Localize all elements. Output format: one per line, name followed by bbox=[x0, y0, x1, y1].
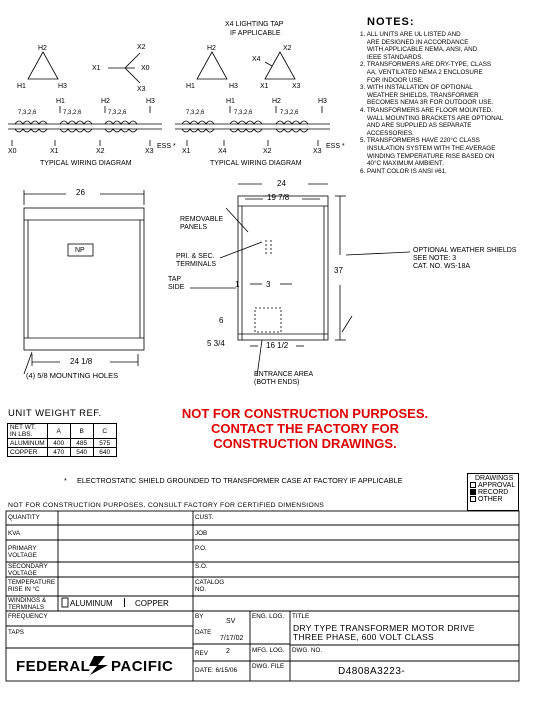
drawing-number: D4808A3223- bbox=[338, 666, 406, 677]
table-header-row bbox=[8, 424, 117, 439]
table-cell: 400 bbox=[47, 439, 70, 448]
temperature-rise-label: TEMPERATURE RISE IN °C bbox=[8, 579, 56, 593]
right-x1: X1 bbox=[182, 148, 191, 155]
construction-warning: NOT FOR CONSTRUCTION PURPOSES. CONTACT THE FACTORY FOR CONSTRUCTION DRAWINGS. bbox=[181, 406, 429, 451]
right-tap-numbers-2: 7,3,2,6 bbox=[234, 110, 253, 116]
date-label: DATE bbox=[195, 629, 212, 636]
drawing-title-value: DRY TYPE TRANSFORMER MOTOR DRIVE THREE PHASE, 600 VOLT CLASS bbox=[293, 623, 475, 642]
rev-value: 2 bbox=[226, 648, 230, 655]
svg-text:PACIFIC: PACIFIC bbox=[111, 658, 174, 675]
right-delta-h1: H1 bbox=[186, 83, 195, 90]
table-cell: 640 bbox=[93, 448, 116, 457]
drawings-option-record[interactable]: RECORD bbox=[470, 489, 516, 496]
right-delta-symbol bbox=[197, 52, 227, 79]
right-secondary-delta bbox=[265, 52, 295, 79]
side-width-inner: 19 7/8 bbox=[267, 193, 290, 202]
right-x4: X4 bbox=[218, 148, 227, 155]
table-header-cell: NET WT. IN LBS. bbox=[8, 424, 48, 439]
right-x3: X3 bbox=[313, 148, 322, 155]
front-bottom-dim: 24 1/8 bbox=[70, 357, 93, 366]
left-x0: X0 bbox=[8, 148, 17, 155]
windings-terminals-label: WINDINGS & TERMINALS bbox=[8, 597, 47, 611]
entrance-area bbox=[255, 308, 281, 332]
svg-text:FEDERAL: FEDERAL bbox=[16, 658, 91, 675]
table-cell: 470 bbox=[47, 448, 70, 457]
left-wye-x3: X3 bbox=[137, 86, 146, 93]
lighting-tap-subtitle: IF APPLICABLE bbox=[230, 30, 281, 37]
kva-label: KVA bbox=[8, 530, 21, 537]
date-value: 7/17/02 bbox=[220, 635, 244, 642]
title-label: TITLE bbox=[292, 613, 310, 620]
drawings-title: DRAWINGS bbox=[475, 475, 514, 482]
left-delta-symbol bbox=[28, 52, 58, 79]
left-coil-h1: H1 bbox=[56, 98, 65, 105]
catalog-label: CATALOG NO. bbox=[195, 579, 225, 593]
unit-weight-table bbox=[7, 423, 117, 457]
right-coil-h3: H3 bbox=[318, 98, 327, 105]
taps-label: TAPS bbox=[8, 629, 24, 636]
left-x1: X1 bbox=[50, 148, 59, 155]
federal-pacific-logo bbox=[14, 653, 189, 677]
notes-title: NOTES: bbox=[367, 16, 415, 28]
tap-side-label: TAP SIDE bbox=[168, 276, 185, 291]
side-width-outer: 24 bbox=[277, 179, 286, 188]
left-delta-h2: H2 bbox=[38, 45, 47, 52]
dwg-no-label: DWG. NO. bbox=[292, 647, 323, 654]
eng-log-label: ENG. LOG. bbox=[252, 613, 285, 620]
dim-5-3-4: 5 3/4 bbox=[207, 339, 225, 348]
table-cell: COPPER bbox=[8, 448, 48, 457]
note-item: 1. ALL UNITS ARE UL LISTED AND ARE DESIGNED IN ACCORDANCE WITH APPLICABLE NEMA, ANSI, AND IEEE STANDARDS. bbox=[360, 31, 478, 61]
right-delta2-x2: X2 bbox=[283, 45, 292, 52]
aluminum-option[interactable]: ALUMINUM bbox=[70, 599, 113, 608]
date-2-label: DATE: 6/15/06 bbox=[195, 667, 238, 674]
table-row bbox=[8, 439, 117, 448]
right-coil-h1: H1 bbox=[226, 98, 235, 105]
right-delta2-x3: X3 bbox=[292, 83, 301, 90]
right-x2: X2 bbox=[263, 148, 272, 155]
left-caption: TYPICAL WIRING DIAGRAM bbox=[40, 160, 132, 167]
left-delta-h1: H1 bbox=[17, 83, 26, 90]
front-width-dim: 26 bbox=[76, 188, 85, 197]
left-coil-h2: H2 bbox=[101, 98, 110, 105]
unit-weight-title: UNIT WEIGHT REF. bbox=[8, 408, 102, 419]
electrostatic-note: * ELECTROSTATIC SHIELD GROUNDED TO TRANSFORMER CASE AT FACTORY IF APPLICABLE bbox=[64, 476, 403, 485]
quantity-label: QUANTITY bbox=[8, 514, 40, 521]
right-tap-numbers-1: 7,3,2,6 bbox=[186, 110, 205, 116]
drawings-type-box bbox=[467, 473, 519, 511]
so-label: S.O. bbox=[195, 563, 208, 570]
table-header-cell: A bbox=[47, 424, 70, 439]
notes-list bbox=[360, 31, 503, 175]
left-wye-x1: X1 bbox=[92, 65, 101, 72]
note-item: 3. WITH INSTALLATION OF OPTIONAL WEATHER SHIELDS, TRANSFORMER BECOMES NEMA 3R FOR OUTDOOR USE. bbox=[360, 84, 494, 107]
right-delta-h3: H3 bbox=[229, 83, 238, 90]
table-header-cell: B bbox=[70, 424, 93, 439]
table-cell: 575 bbox=[93, 439, 116, 448]
dwg-file-label: DWG. FILE bbox=[252, 663, 285, 670]
rev-label: REV bbox=[195, 650, 208, 657]
right-tap-numbers-3: 7,3,2,6 bbox=[280, 110, 299, 116]
right-coil-h2: H2 bbox=[272, 98, 281, 105]
right-delta2-x1: X1 bbox=[260, 83, 269, 90]
primary-voltage-label: PRIMARY VOLTAGE bbox=[8, 545, 37, 559]
copper-option[interactable]: COPPER bbox=[135, 599, 169, 608]
weather-shields-label: OPTIONAL WEATHER SHIELDS SEE NOTE: 3 CAT. NO. WS-18A bbox=[413, 247, 517, 270]
copper-checkbox[interactable] bbox=[124, 598, 130, 607]
note-item: 5. TRANSFORMERS HAVE 220°C CLASS INSULATION SYSTEM WITH THE AVERAGE WINDING TEMPERATURE RISE BASED ON 40°C MAXIMUM AMBIENT. bbox=[360, 137, 496, 168]
secondary-voltage-label: SECONDARY VOLTAGE bbox=[8, 563, 48, 577]
dim-3: 3 bbox=[266, 280, 271, 289]
left-delta-h3: H3 bbox=[58, 83, 67, 90]
by-value: SV bbox=[226, 618, 236, 625]
left-x2: X2 bbox=[96, 148, 105, 155]
checkbox-icon[interactable] bbox=[470, 482, 476, 488]
entrance-area-label: ENTRANCE AREA (BOTH ENDS) bbox=[254, 371, 314, 386]
left-tap-numbers-1: 7,3,2,6 bbox=[18, 110, 37, 116]
note-item: 2. TRANSFORMERS ARE DRY-TYPE, CLASS AA, VENTILATED NEMA 2 ENCLOSURE FOR INDOOR USE. bbox=[360, 61, 492, 84]
left-coil-h3: H3 bbox=[146, 98, 155, 105]
table-header-cell: C bbox=[93, 424, 116, 439]
mounting-holes-label: (4) 5/8 MOUNTING HOLES bbox=[26, 371, 119, 380]
right-delta2-x4: X4 bbox=[252, 56, 261, 63]
left-wye-x2: X2 bbox=[137, 44, 146, 51]
cust-label: CUST. bbox=[195, 514, 214, 521]
note-item: 6. PAINT COLOR IS ANSI #61. bbox=[360, 167, 447, 175]
drawings-option-other[interactable]: OTHER bbox=[470, 496, 516, 503]
table-cell: 540 bbox=[70, 448, 93, 457]
po-label: P.O. bbox=[195, 545, 207, 552]
left-x3: X3 bbox=[145, 148, 154, 155]
dim-6: 6 bbox=[219, 316, 224, 325]
left-wye-x0: X0 bbox=[141, 65, 150, 72]
table-cell: 485 bbox=[70, 439, 93, 448]
lighting-tap-title: X4 LIGHTING TAP bbox=[225, 21, 284, 28]
left-ess: ESS * bbox=[157, 143, 176, 150]
note-item: 4. TRANSFORMERS ARE FLOOR MOUNTED. WALL MOUNTING BRACKETS ARE OPTIONAL AND ARE SUPPLIED AS SEPARATE ACCESSORIES. bbox=[360, 106, 504, 137]
checkbox-icon[interactable] bbox=[470, 496, 476, 502]
federal-pacific-logo-mark bbox=[14, 653, 189, 677]
drawings-option-approval[interactable]: APPROVAL bbox=[470, 482, 516, 489]
dim-16-1-2: 16 1/2 bbox=[266, 341, 289, 350]
job-label: JOB bbox=[195, 530, 208, 537]
left-tap-numbers-3: 7,3,2,6 bbox=[108, 110, 127, 116]
by-label: BY bbox=[195, 613, 204, 620]
side-height: 37 bbox=[334, 266, 343, 275]
table-cell: ALUMINUM bbox=[8, 439, 48, 448]
pri-sec-terminals-label: PRI. & SEC. TERMINALS bbox=[176, 253, 217, 268]
right-ess: ESS * bbox=[326, 143, 345, 150]
title-block-header: NOT FOR CONSTRUCTION PURPOSES. CONSULT FACTORY FOR CERTIFIED DIMENSIONS bbox=[8, 502, 325, 509]
side-view-enclosure bbox=[238, 196, 328, 340]
frequency-label: FREQUENCY bbox=[8, 613, 48, 620]
removable-panels-label: REMOVABLE PANELS bbox=[180, 216, 224, 231]
checkbox-checked-icon[interactable] bbox=[470, 489, 476, 495]
mfg-log-label: MFG. LOG. bbox=[252, 647, 285, 654]
left-wye-leg-x2 bbox=[125, 53, 140, 68]
left-tap-numbers-2: 7,3,2,6 bbox=[63, 110, 82, 116]
front-view-enclosure bbox=[24, 208, 144, 350]
table-row bbox=[8, 448, 117, 457]
nameplate-label: NP bbox=[75, 247, 85, 254]
dim-1: 1 bbox=[235, 280, 240, 289]
right-caption: TYPICAL WIRING DIAGRAM bbox=[210, 160, 302, 167]
right-delta-h2: H2 bbox=[207, 45, 216, 52]
